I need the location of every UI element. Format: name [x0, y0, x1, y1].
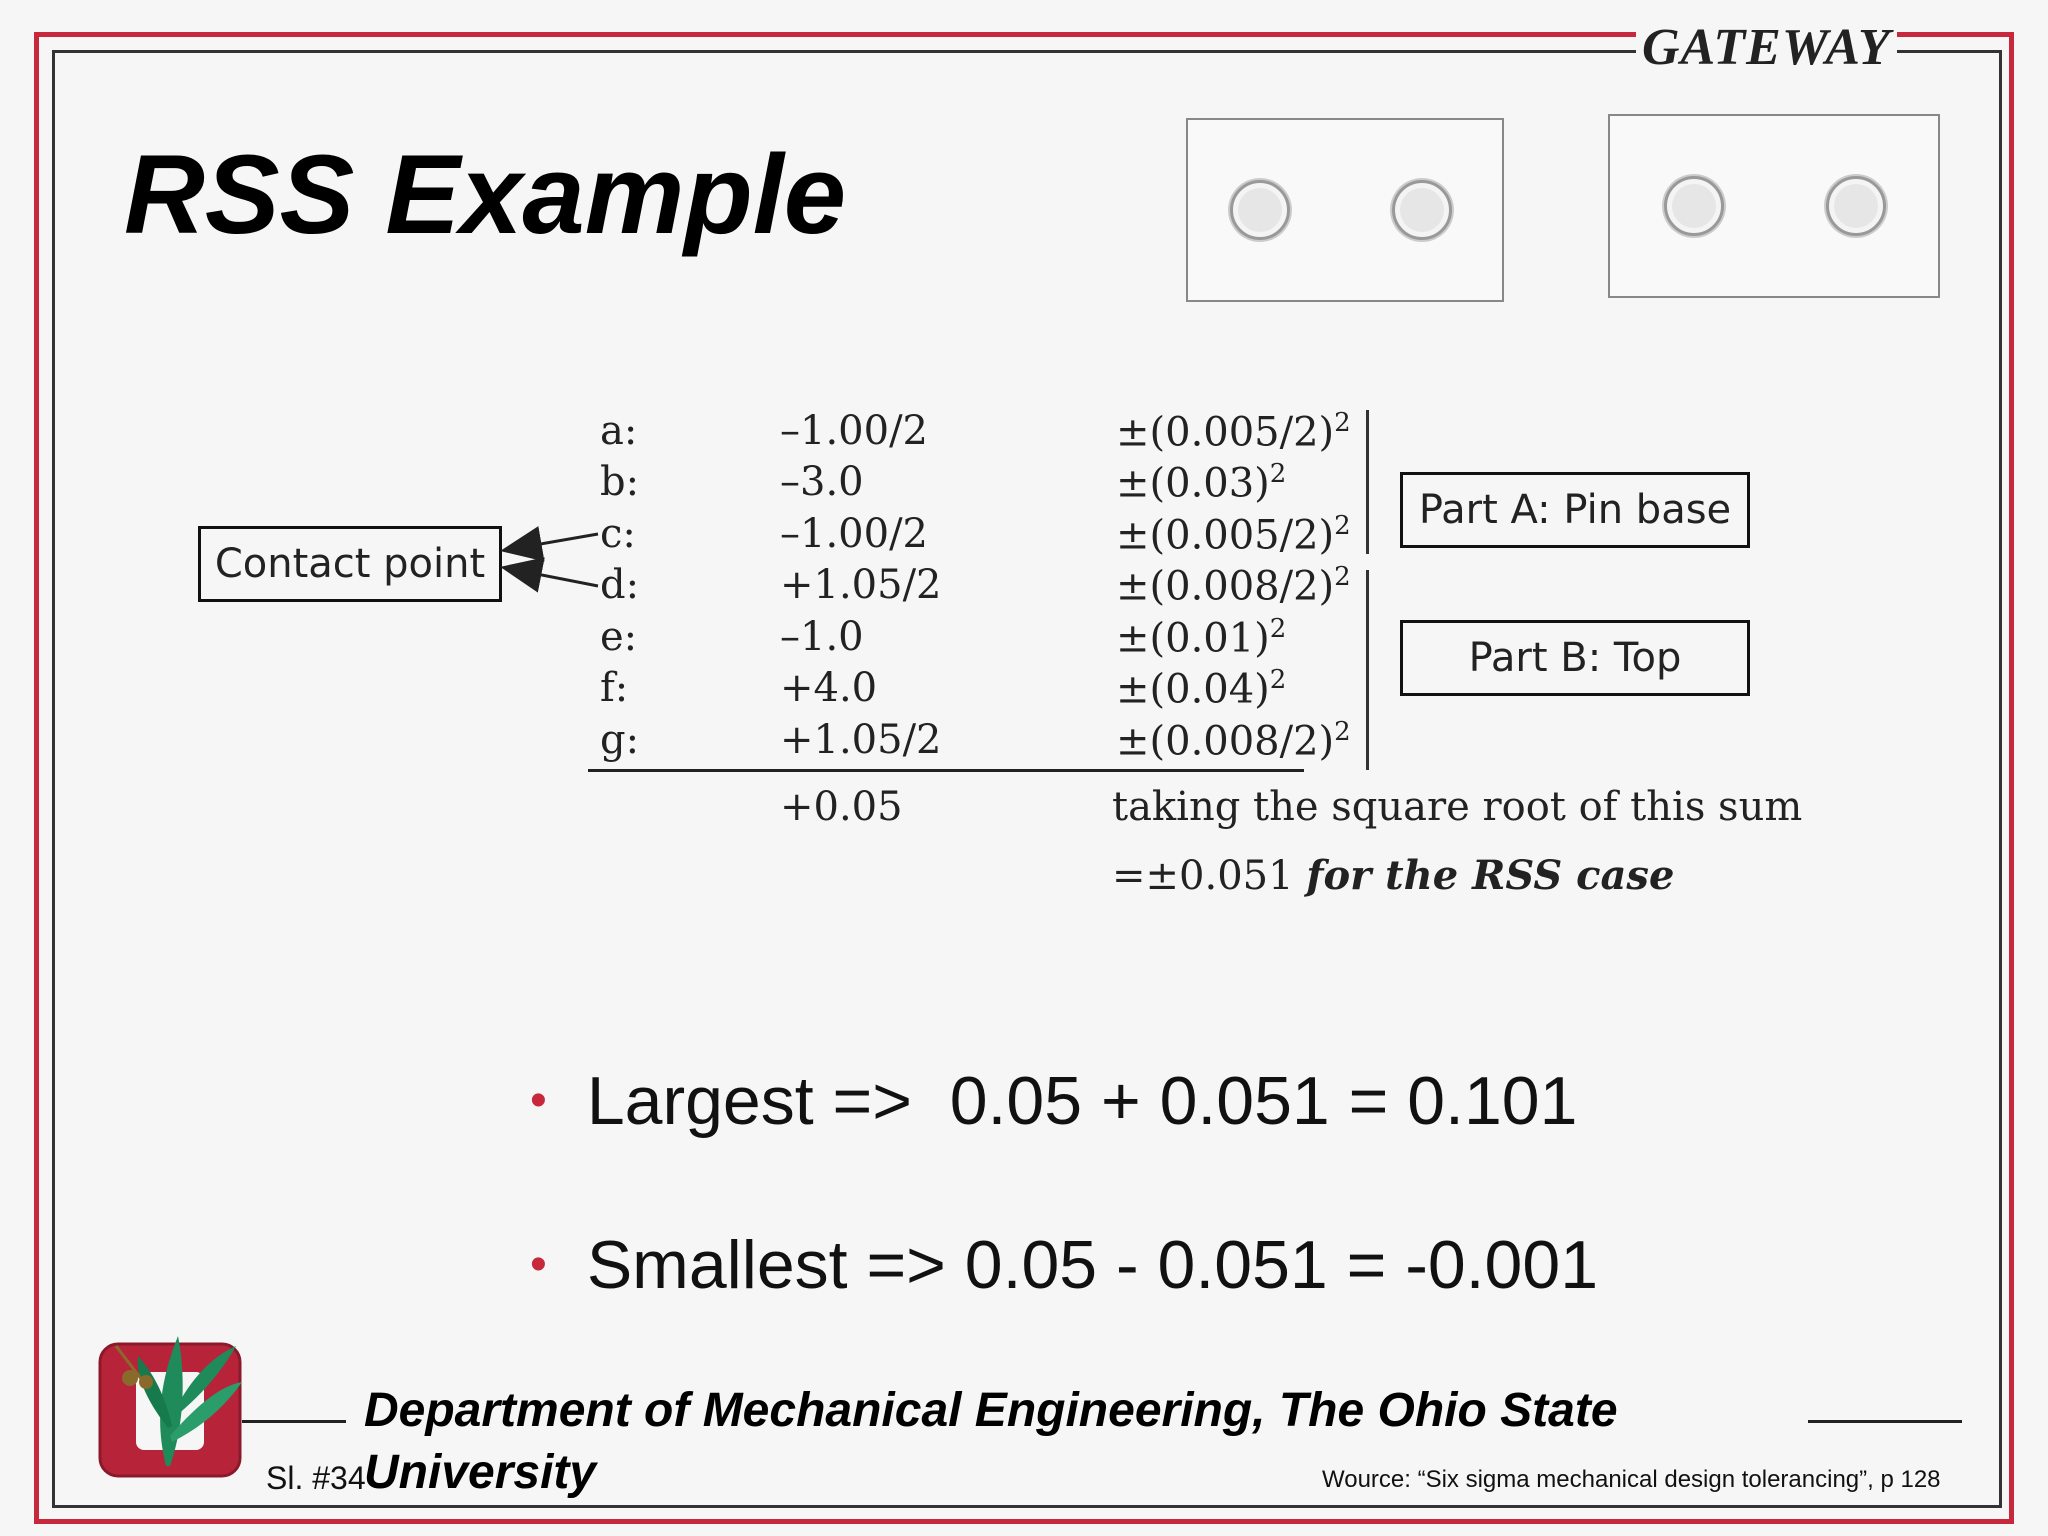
slide-number: Sl. #34 [266, 1460, 366, 1496]
stack-tolerance: $\pm(0.01)^2$ [1116, 614, 1287, 662]
department-name: Department of Mechanical Engineering, The Ohio State University [364, 1384, 1618, 1499]
stack-label: d: [600, 562, 640, 608]
arrow-d [506, 568, 598, 586]
stack-label: a: [600, 408, 638, 454]
bullet-text: Largest => 0.05 + 0.051 = 0.101 [586, 1063, 1578, 1139]
stack-label: b: [600, 459, 640, 505]
bullet-dot-icon: • [530, 1238, 547, 1291]
slide-title: RSS Example [124, 132, 847, 257]
arrow-c [506, 534, 598, 550]
ohio-state-logo [96, 1316, 244, 1504]
contact-point-label: Contact point [198, 526, 502, 602]
stack-label: c: [600, 511, 636, 557]
gateway-brand: GATEWAY [1636, 18, 1897, 77]
part-a-label: Part A: Pin base [1400, 472, 1750, 548]
source-citation: Wource: “Six sigma mechanical design tolerancing”, p 128 [1322, 1466, 1941, 1493]
stack-sum: +0.05 [780, 784, 903, 830]
stack-value: –3.0 [780, 459, 864, 505]
stack-value: –1.00/2 [780, 408, 928, 454]
stack-tolerance: $\pm(0.005/2)^2$ [1116, 408, 1351, 456]
stack-value: –1.00/2 [780, 511, 928, 557]
bullet-smallest [530, 1226, 1598, 1304]
footer-rule-right [1808, 1420, 1962, 1423]
bullet-largest [530, 1062, 1577, 1140]
stack-tolerance: $\pm(0.008/2)^2$ [1116, 562, 1351, 610]
rss-note-line1: taking the square root of this sum [1112, 784, 1803, 830]
stack-tolerance: $\pm(0.005/2)^2$ [1116, 511, 1351, 559]
bullet-text: Smallest => 0.05 - 0.051 = -0.001 [586, 1227, 1599, 1303]
stack-label: e: [600, 614, 638, 660]
stack-value: –1.0 [780, 614, 864, 660]
bullet-dot-icon: • [530, 1074, 547, 1127]
stack-tolerance: $\pm(0.04)^2$ [1116, 665, 1287, 713]
stack-value: +4.0 [780, 665, 878, 711]
stack-tolerance: $\pm(0.03)^2$ [1116, 459, 1287, 507]
stack-value: +1.05/2 [780, 717, 942, 763]
rss-note-line2: =±0.051 for the RSS case [1112, 852, 1675, 899]
stack-tolerance: $\pm(0.008/2)^2$ [1116, 717, 1351, 765]
stack-label: f: [600, 665, 629, 711]
footer-rule-left [242, 1420, 346, 1423]
part-b-label: Part B: Top [1400, 620, 1750, 696]
stack-label: g: [600, 717, 640, 763]
stack-value: +1.05/2 [780, 562, 942, 608]
